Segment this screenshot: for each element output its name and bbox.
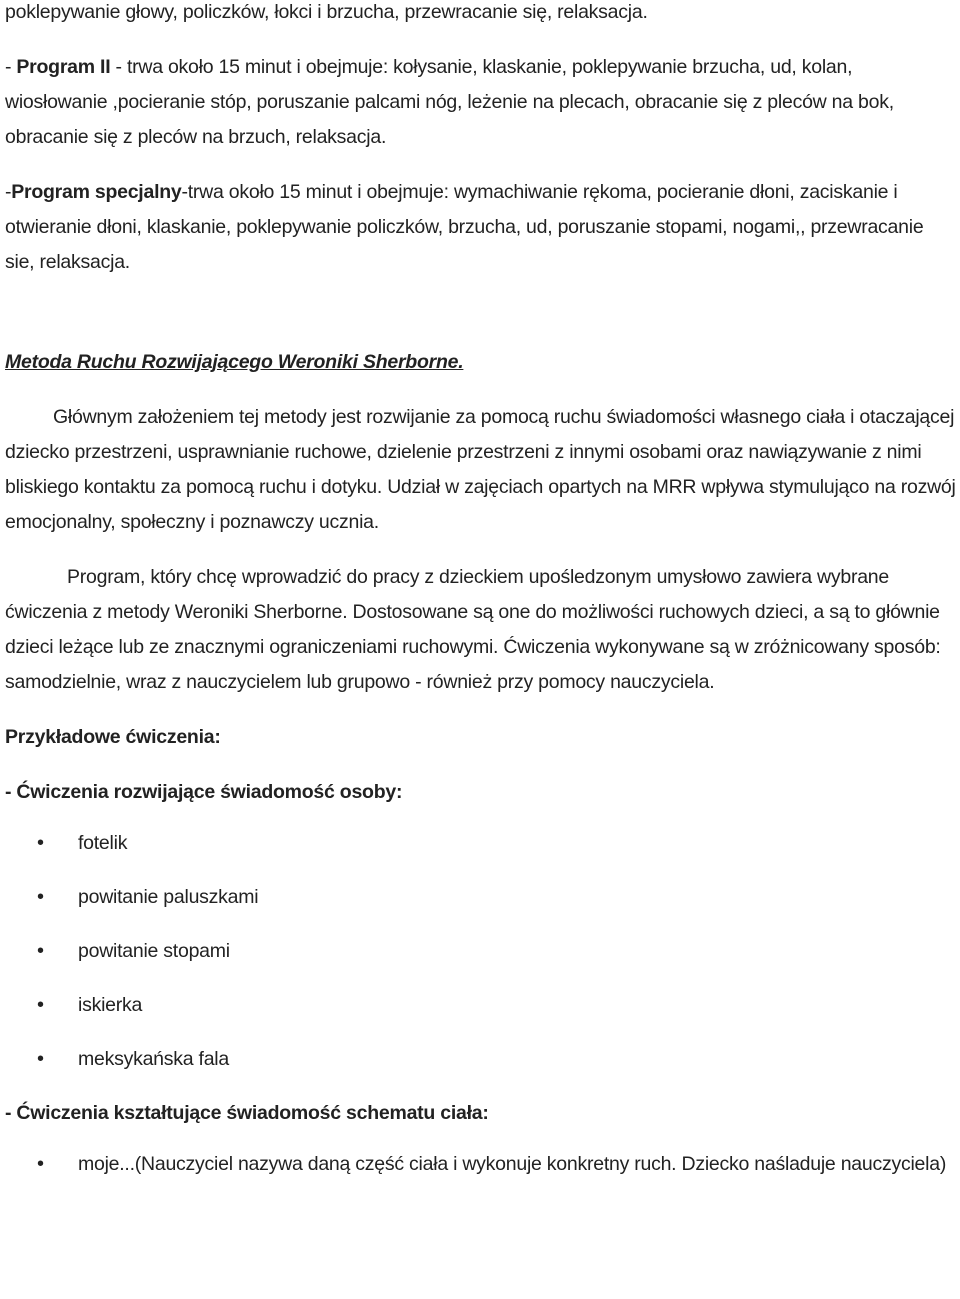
program-2-prefix: - <box>5 56 17 78</box>
program-special-text: -trwa około 15 minut i obejmuje: wymachiwanie rękoma, pocieranie dłoni, zaciskanie i otwieranie dłoni, klaskanie, poklepywanie policzków, brzucha, ud, poruszanie stopami, nogami,, przewracanie sie, relaksacja. <box>5 181 924 273</box>
bullet-icon: • <box>37 886 44 908</box>
list-item-text: meksykańska fala <box>78 1048 229 1070</box>
list-item-text: iskierka <box>78 994 143 1016</box>
bullet-icon: • <box>37 940 44 962</box>
paragraph-top-line: poklepywanie głowy, policzków, łokci i brzucha, przewracanie się, relaksacja. <box>5 1 648 23</box>
bullet-icon: • <box>37 1153 44 1175</box>
spacer <box>5 540 957 560</box>
list-item-text: moje...(Nauczyciel nazywa daną część ciała i wykonuje konkretny ruch. Dziecko naśladuje nauczyciela) <box>78 1153 947 1175</box>
examples-heading: Przykładowe ćwiczenia: <box>5 726 221 748</box>
paragraph-program-special <box>5 175 957 280</box>
list-item-text: powitanie stopami <box>78 940 230 962</box>
program-2-title: Program II <box>16 56 111 78</box>
list-item <box>5 934 957 969</box>
list-item-text: fotelik <box>78 832 128 854</box>
section-1-list <box>5 826 957 1077</box>
program-special-prefix: - <box>5 181 12 203</box>
bullet-icon: • <box>37 1048 44 1070</box>
paragraph-program-2 <box>5 50 957 155</box>
list-item-text: powitanie paluszkami <box>78 886 259 908</box>
list-item <box>5 1147 957 1182</box>
spacer <box>5 810 957 826</box>
spacer <box>5 380 957 400</box>
section-1-heading: - Ćwiczenia rozwijające świadomość osoby: <box>5 781 403 803</box>
list-item <box>5 880 957 915</box>
spacer <box>5 700 957 720</box>
method-heading: Metoda Ruchu Rozwijającego Weroniki Sherborne. <box>5 351 464 373</box>
list-item <box>5 1042 957 1077</box>
paragraph-method-description: Głównym założeniem tej metody jest rozwijanie za pomocą ruchu świadomości własnego ciała i otaczającej dziecko przestrzeni, usprawnianie ruchowe, dzielenie przestrzeni z innymi osobami oraz nawiązywanie z nimi bliskiego kontaktu za pomocą ruchu i dotyku. Udział w zajęciach opartych na MRR wpływa stymulująco na rozwój emocjonalny, społeczny i poznawczy ucznia. <box>5 406 956 533</box>
section-2-heading: - Ćwiczenia kształtujące świadomość schematu ciała: <box>5 1102 489 1124</box>
list-item <box>5 826 957 861</box>
bullet-icon: • <box>37 832 44 854</box>
section-2-list <box>5 1147 957 1182</box>
program-2-text: - trwa około 15 minut i obejmuje: kołysanie, klaskanie, poklepywanie brzucha, ud, kolan, wiosłowanie ,pocieranie stóp, poruszanie palcami nóg, leżenie na plecach, obracanie się z pleców na bok, obracanie się z pleców na brzuch, relaksacja. <box>5 56 894 148</box>
bullet-icon: • <box>37 994 44 1016</box>
spacer <box>5 30 957 50</box>
document-page <box>5 0 957 1201</box>
list-item <box>5 988 957 1023</box>
spacer <box>5 155 957 175</box>
spacer <box>5 755 957 775</box>
program-special-title: Program specjalny <box>11 181 182 203</box>
spacer <box>5 280 957 345</box>
spacer <box>5 1131 957 1147</box>
paragraph-program-description: Program, który chcę wprowadzić do pracy z dzieckiem upośledzonym umysłowo zawiera wybrane ćwiczenia z metody Weroniki Sherborne. Dostosowane są one do możliwości ruchowych dzieci, a są to głównie dzieci leżące lub ze znacznymi ograniczeniami ruchowymi. Ćwiczenia wykonywane są w zróżnicowany sposób: samodzielnie, wraz z nauczycielem lub grupowo - również przy pomocy nauczyciela. <box>5 566 941 693</box>
